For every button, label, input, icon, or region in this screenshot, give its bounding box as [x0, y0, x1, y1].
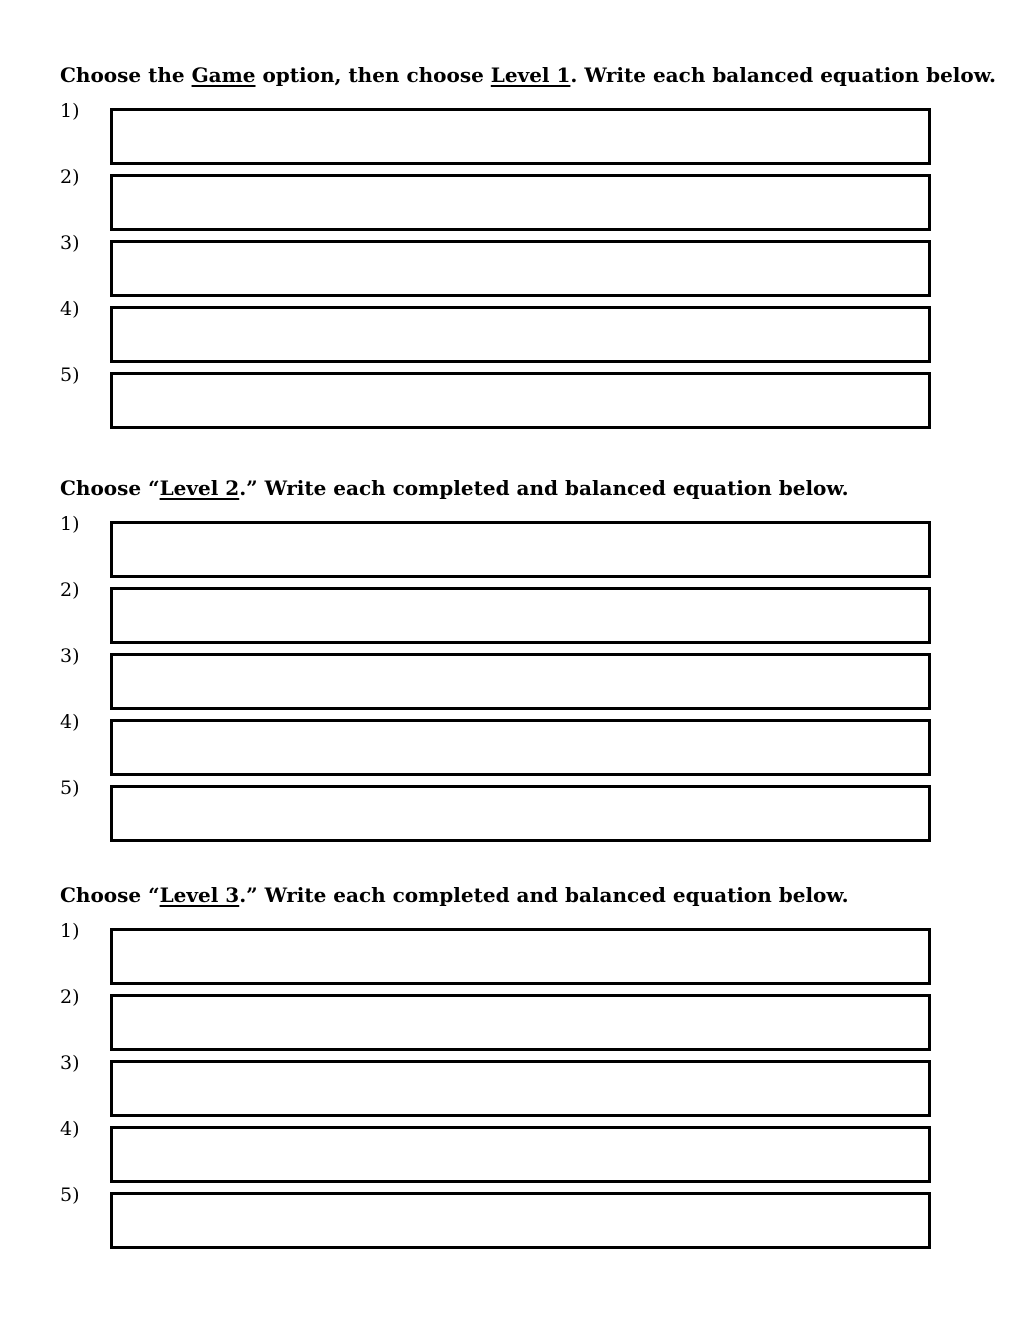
answer-row	[60, 777, 960, 840]
level-3-answer-list	[60, 920, 960, 1247]
row-number: 2)	[60, 986, 80, 1008]
level-1-section	[60, 62, 996, 438]
equation-answer-box[interactable]	[110, 994, 931, 1051]
row-number: 3)	[60, 1052, 80, 1074]
equation-answer-box[interactable]	[110, 306, 931, 363]
answer-row	[60, 986, 960, 1049]
answer-row	[60, 166, 960, 229]
instruction-text: Choose “	[60, 883, 160, 907]
level-2-answer-list	[60, 513, 960, 840]
answer-row	[60, 513, 960, 576]
answer-row	[60, 100, 960, 163]
equation-answer-box[interactable]	[110, 1060, 931, 1117]
equation-answer-box[interactable]	[110, 240, 931, 297]
row-number: 5)	[60, 364, 80, 386]
answer-row	[60, 711, 960, 774]
equation-answer-box[interactable]	[110, 372, 931, 429]
equation-answer-box[interactable]	[110, 587, 931, 644]
instruction-text: Choose “	[60, 476, 160, 500]
level-3-section	[60, 882, 960, 1258]
answer-row	[60, 364, 960, 427]
instruction-text: .” Write each completed and balanced equation below.	[239, 476, 849, 500]
level-2-instruction	[60, 475, 960, 501]
equation-answer-box[interactable]	[110, 1126, 931, 1183]
level-3-keyword: Level 3	[159, 883, 240, 907]
answer-row	[60, 1052, 960, 1115]
equation-answer-box[interactable]	[110, 785, 931, 842]
equation-answer-box[interactable]	[110, 1192, 931, 1249]
level-2-section	[60, 475, 960, 851]
row-number: 1)	[60, 100, 80, 122]
row-number: 5)	[60, 777, 80, 799]
answer-row	[60, 298, 960, 361]
answer-row	[60, 920, 960, 983]
equation-answer-box[interactable]	[110, 521, 931, 578]
row-number: 4)	[60, 298, 80, 320]
row-number: 4)	[60, 711, 80, 733]
level-1-answer-list	[60, 100, 960, 427]
row-number: 1)	[60, 920, 80, 942]
row-number: 4)	[60, 1118, 80, 1140]
instruction-text: option, then choose	[255, 63, 491, 87]
answer-row	[60, 1184, 960, 1247]
answer-row	[60, 1118, 960, 1181]
equation-answer-box[interactable]	[110, 719, 931, 776]
level-3-instruction	[60, 882, 960, 908]
answer-row	[60, 232, 960, 295]
level-1-keyword: Level 1	[490, 63, 571, 87]
row-number: 5)	[60, 1184, 80, 1206]
row-number: 3)	[60, 232, 80, 254]
game-keyword: Game	[191, 63, 256, 87]
instruction-text: Choose the	[60, 63, 192, 87]
answer-row	[60, 645, 960, 708]
row-number: 3)	[60, 645, 80, 667]
row-number: 2)	[60, 166, 80, 188]
equation-answer-box[interactable]	[110, 653, 931, 710]
equation-answer-box[interactable]	[110, 928, 931, 985]
equation-answer-box[interactable]	[110, 108, 931, 165]
instruction-text: . Write each balanced equation below.	[570, 63, 996, 87]
level-2-keyword: Level 2	[159, 476, 240, 500]
answer-row	[60, 579, 960, 642]
instruction-text: .” Write each completed and balanced equation below.	[239, 883, 849, 907]
row-number: 2)	[60, 579, 80, 601]
level-1-instruction	[60, 62, 996, 88]
equation-answer-box[interactable]	[110, 174, 931, 231]
row-number: 1)	[60, 513, 80, 535]
